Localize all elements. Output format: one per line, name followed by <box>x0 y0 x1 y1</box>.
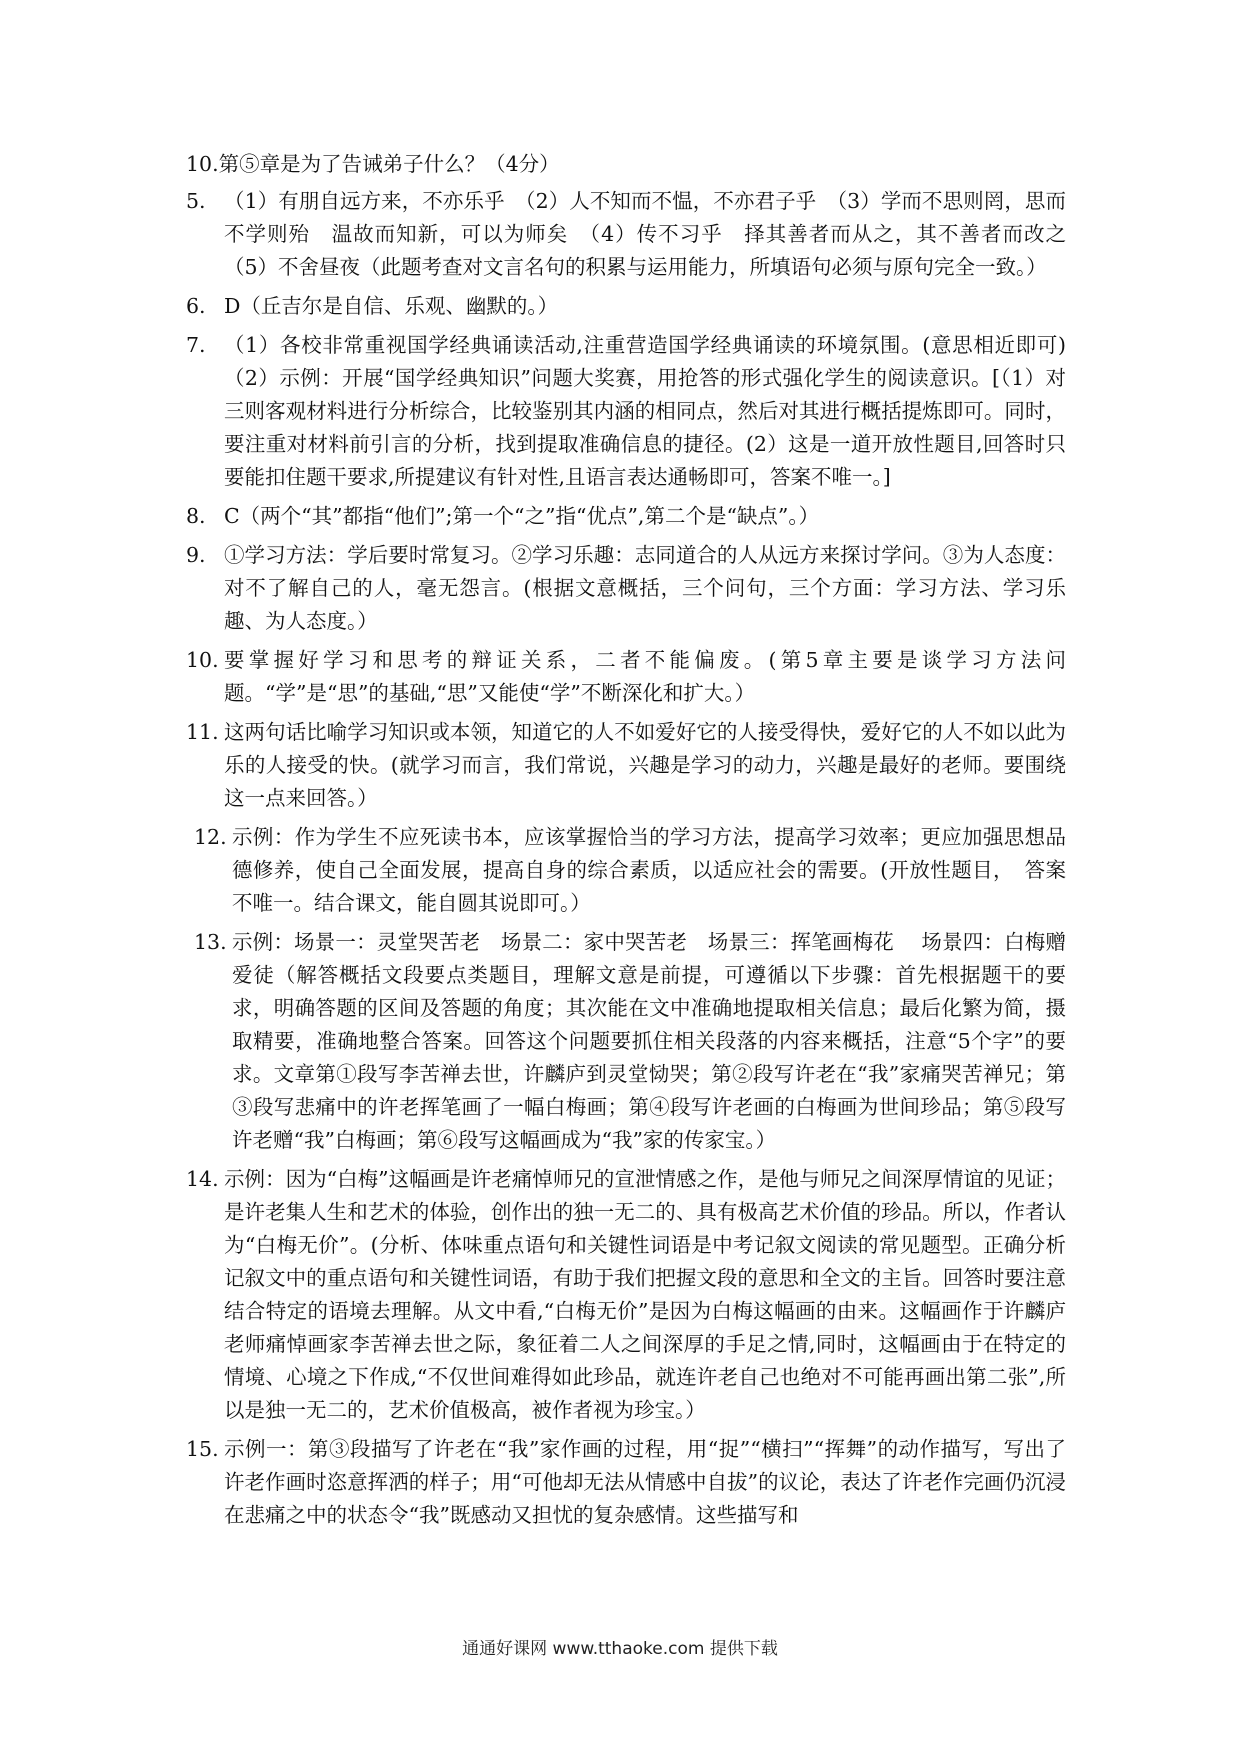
answer-11 <box>186 716 1066 815</box>
answer-14 <box>186 1163 1066 1427</box>
item-text: 示例：因为“白梅”这幅画是许老痛悼师兄的宣泄情感之作，是他与师兄之间深厚情谊的见证；是许老集人生和艺术的体验，创作出的独一无二的、具有极高艺术价值的珍品。所以，作者认为“白梅无价”。(分析、体味重点语句和关键性词语是中考记叙文阅读的常见题型。正确分析记叙文中的重点语句和关键性词语，有助于我们把握文段的意思和全文的主旨。回答时要注意结合特定的语境去理解。从文中看,“白梅无价”是因为白梅这幅画的由来。这幅画作于许麟庐老师痛悼画家李苦禅去世之际，象征着二人之间深厚的手足之情,同时，这幅画由于在特定的情境、心境之下作成,“不仅世间难得如此珍品，就连许老自己也绝对不可能再画出第二张”,所以是独一无二的，艺术价值极高，被作者视为珍宝。） <box>224 1167 1066 1422</box>
answer-5 <box>186 185 1087 284</box>
answer-12 <box>194 821 1066 920</box>
page-footer: 通通好课网 www.tthaoke.com 提供下载 <box>462 1639 778 1659</box>
answer-10 <box>186 644 1066 710</box>
item-number: 5. <box>186 189 206 213</box>
item-text: 示例一：第③段描写了许老在“我”家作画的过程，用“捉”“横扫”“挥舞”的动作描写，写出了许老作画时恣意挥洒的样子；用“可他却无法从情感中自拔”的议论，表达了许老作完画仍沉浸在悲痛之中的状态令“我”既感动又担忧的复杂感情。这些描写和 <box>224 1437 1066 1527</box>
answer-list <box>186 148 1087 1538</box>
item-number: 7. <box>186 333 206 357</box>
item-number: 8. <box>186 504 206 528</box>
item-text: C（两个“其”都指“他们”;第一个“之”指“优点”,第二个是“缺点”。） <box>224 504 820 528</box>
item-text: 示例：作为学生不应死读书本，应该掌握恰当的学习方法，提高学习效率；更应加强思想品德修养，使自己全面发展，提高自身的综合素质，以适应社会的需要。(开放性题目， 答案不唯一。结合课文，能自圆其说即可。） <box>232 825 1066 915</box>
item-number: 10. <box>186 152 219 176</box>
item-number: 11. <box>186 720 219 744</box>
item-number: 15. <box>186 1437 219 1461</box>
question-10-prompt <box>186 148 1066 181</box>
answer-6 <box>186 290 1066 323</box>
item-text: 要掌握好学习和思考的辩证关系，二者不能偏废。(第5章主要是谈学习方法问题。“学”是“思”的基础,“思”又能使“学”不断深化和扩大。） <box>224 648 1066 705</box>
answer-7 <box>186 329 1066 494</box>
item-number: 14. <box>186 1167 219 1191</box>
answer-8 <box>186 500 1066 533</box>
item-text: （1）有朋自远方来，不亦乐乎 （2）人不知而不愠，不亦君子乎 （3）学而不思则罔，思而不学则殆 温故而知新，可以为师矣 （4）传不习乎 择其善者而从之，其不善者而改之 （5）不舍昼夜（此题考查对文言名句的积累与运用能力，所填语句必须与原句完全一致。） <box>224 189 1087 279</box>
answer-13 <box>194 926 1066 1157</box>
answer-9 <box>186 539 1066 638</box>
item-text: 示例：场景一：灵堂哭苦老 场景二：家中哭苦老 场景三：挥笔画梅花 场景四：白梅赠爱徒（解答概括文段要点类题目，理解文意是前提，可遵循以下步骤：首先根据题干的要求，明确答题的区间及答题的角度；其次能在文中准确地提取相关信息；最后化繁为简，摄取精要，准确地整合答案。回答这个问题要抓住相关段落的内容来概括，注意“5个字”的要求。文章第①段写李苦禅去世，许麟庐到灵堂恸哭；第②段写许老在“我”家痛哭苦禅兄；第③段写悲痛中的许老挥笔画了一幅白梅画；第④段写许老画的白梅画为世间珍品；第⑤段写许老赠“我”白梅画；第⑥段写这幅画成为“我”家的传家宝。） <box>232 930 1066 1152</box>
item-number: 6. <box>186 294 206 318</box>
item-number: 9. <box>186 543 206 567</box>
item-text: 这两句话比喻学习知识或本领，知道它的人不如爱好它的人接受得快，爱好它的人不如以此为乐的人接受的快。(就学习而言，我们常说，兴趣是学习的动力，兴趣是最好的老师。要围绕这一点来回答。） <box>224 720 1066 810</box>
item-number: 10. <box>186 648 219 672</box>
item-number: 12. <box>194 825 227 849</box>
item-text: ①学习方法：学后要时常复习。②学习乐趣：志同道合的人从远方来探讨学问。③为人态度：对不了解自己的人，毫无怨言。(根据文意概括，三个问句，三个方面：学习方法、学习乐趣、为人态度。） <box>224 543 1066 633</box>
item-text: 第⑤章是为了告诫弟子什么？（4分） <box>218 152 560 176</box>
answer-15 <box>186 1433 1066 1532</box>
item-text: D（丘吉尔是自信、乐观、幽默的。） <box>224 294 559 318</box>
item-text: （1）各校非常重视国学经典诵读活动,注重营造国学经典诵读的环境氛围。(意思相近即可) （2）示例：开展“国学经典知识”问题大奖赛，用抢答的形式强化学生的阅读意识。[（1）对三则客观材料进行分析综合，比较鉴别其内涵的相同点，然后对其进行概括提炼即可。同时，要注重对材料前引言的分析，找到提取准确信息的捷径。(2）这是一道开放性题目,回答时只要能扣住题干要求,所提建议有针对性,且语言表达通畅即可，答案不唯一。] <box>224 333 1066 489</box>
item-number: 13. <box>194 930 227 954</box>
